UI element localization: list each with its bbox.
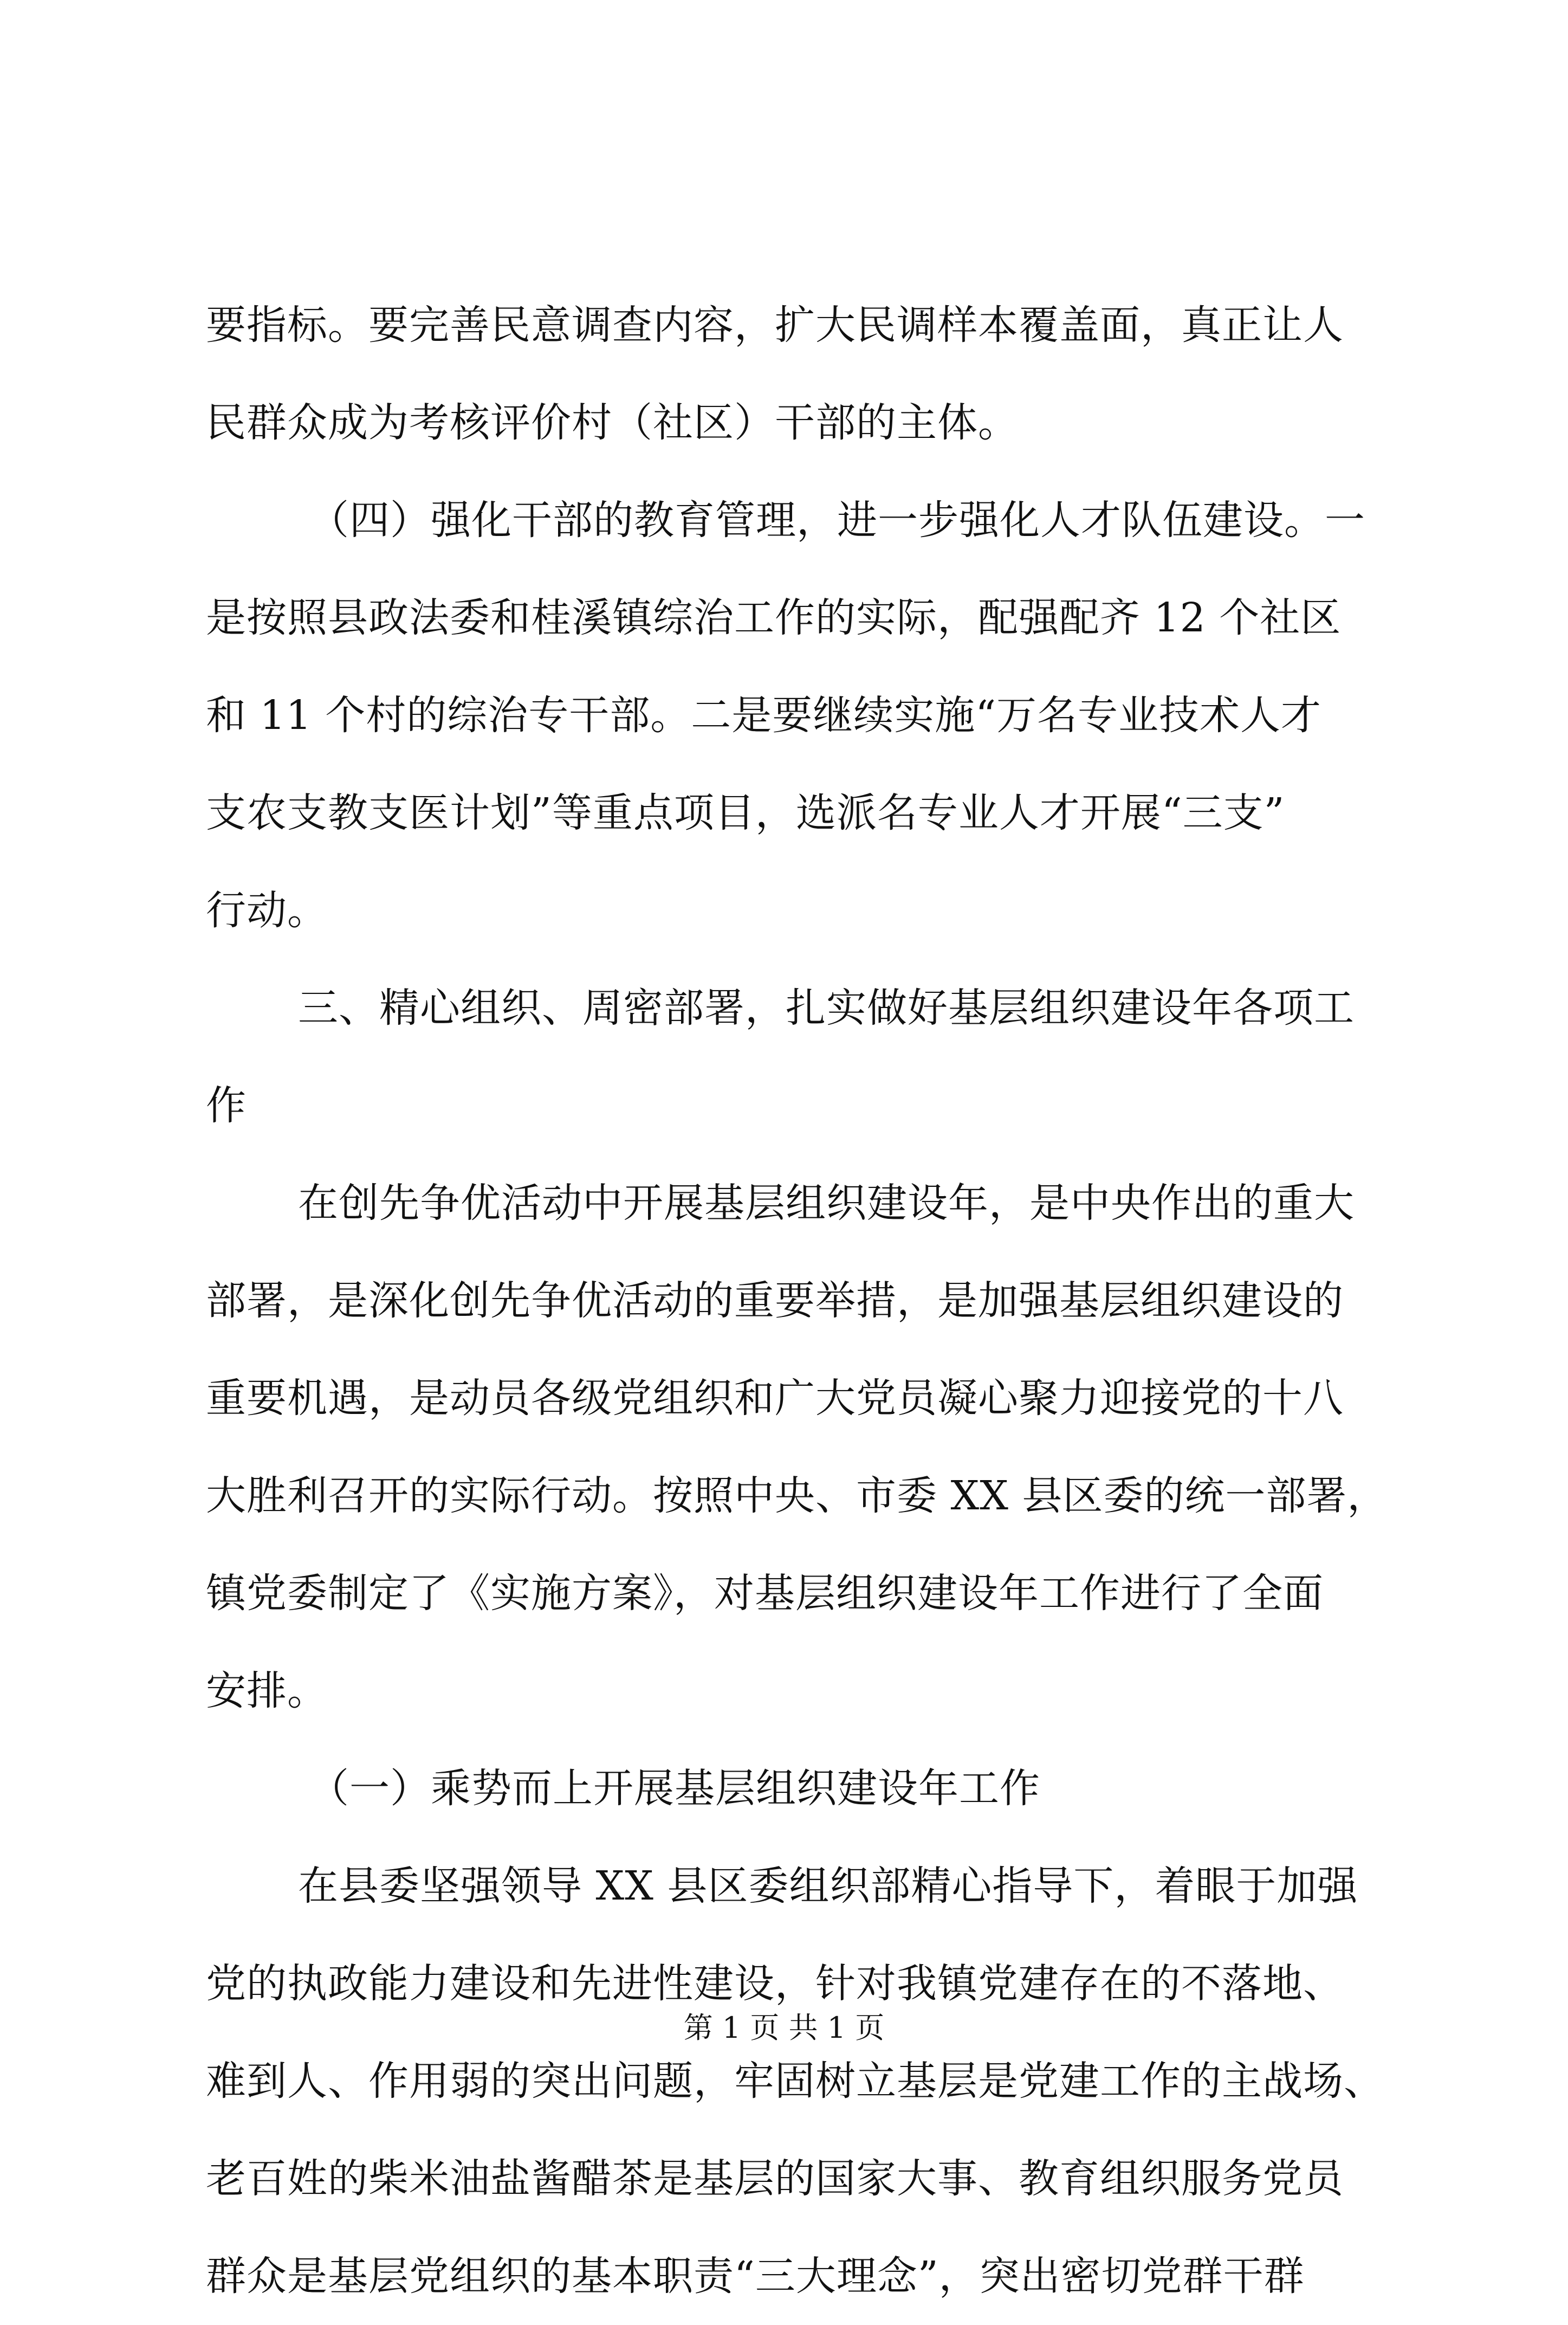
- text-line: 党的执政能力建设和先进性建设，针对我镇党建存在的不落地、: [206, 1960, 1344, 2007]
- text-line: 行动。: [206, 887, 328, 934]
- section-heading: （四）强化干部的教育管理，进一步强化人才队伍建设。一: [309, 497, 1365, 544]
- page-footer: [0, 2006, 1568, 2050]
- text-line: 要指标。要完善民意调查内容，扩大民调样本覆盖面，真正让人: [206, 302, 1344, 348]
- text-line: 是按照县政法委和桂溪镇综治工作的实际，配强配齐 12 个社区: [206, 595, 1342, 641]
- text-line: 支农支教支医计划”等重点项目，选派名专业人才开展“三支”: [206, 790, 1285, 836]
- text-line: 部署，是深化创先争优活动的重要举措，是加强基层组织建设的: [206, 1277, 1344, 1324]
- section-heading: （一）乘势而上开展基层组织建设年工作: [309, 1765, 1040, 1812]
- text-line: 难到人、作用弱的突出问题，牢固树立基层是党建工作的主战场、: [206, 2058, 1384, 2104]
- text-line: 镇党委制定了《实施方案》，对基层组织建设年工作进行了全面: [206, 1570, 1324, 1617]
- page-number-label: 第 1 页 共 1 页: [683, 2011, 885, 2045]
- text-line: 群众是基层党组织的基本职责“三大理念”，突出密切党群干群: [206, 2253, 1305, 2300]
- paragraph-start: 在县委坚强领导 XX 县区委组织部精心指导下，着眼于加强: [298, 1863, 1358, 1909]
- text-line: 安排。: [206, 1668, 328, 1714]
- text-line: 和 11 个村的综治专干部。二是要继续实施“万名专业技术人才: [206, 692, 1322, 739]
- text-line: 大胜利召开的实际行动。按照中央、市委 XX 县区委的统一部署，: [206, 1472, 1388, 1519]
- section-heading: 三、精心组织、周密部署，扎实做好基层组织建设年各项工: [298, 985, 1355, 1031]
- paragraph-start: 在创先争优活动中开展基层组织建设年，是中央作出的重大: [298, 1180, 1355, 1226]
- text-line: 民群众成为考核评价村（社区）干部的主体。: [206, 399, 1019, 446]
- text-line: 重要机遇，是动员各级党组织和广大党员凝心聚力迎接党的十八: [206, 1375, 1344, 1422]
- text-line: 老百姓的柴米油盐酱醋茶是基层的国家大事、教育组织服务党员: [206, 2155, 1344, 2202]
- text-line: 作: [206, 1082, 247, 1129]
